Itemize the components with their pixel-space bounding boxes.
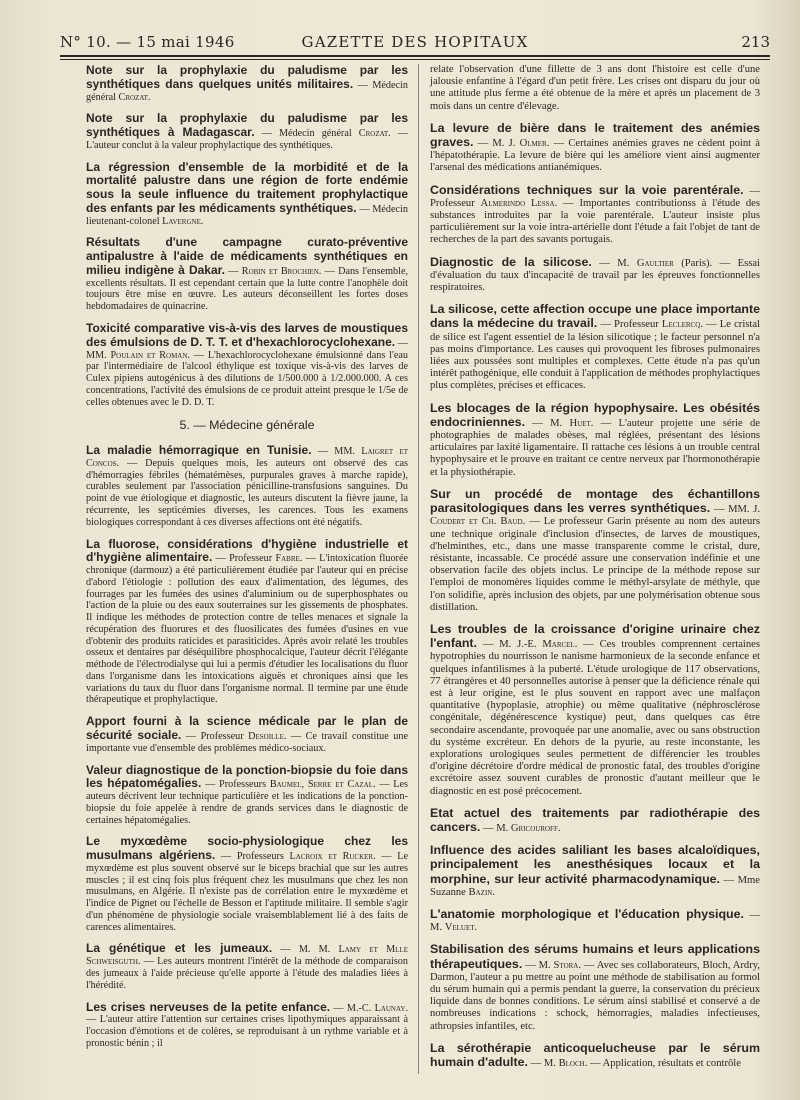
- article-body: . — Depuis quelques mois, les auteurs ont observé des cas d'hémorragies fébriles (hématémèses, purpurales graves à marche rapide), curables seulement par l'association pénicilline-transfusions sanguines. Du point de vue étiologique et diagnostic, les auteurs discutent la fièvre jaune, la récurrente, les septicémies diverses, les carences. Tous les examens biologiques correspondant à ces diverses affections ont été négatifs.: [86, 457, 408, 528]
- article-body: . — Application, résultats et contrôle: [584, 1058, 741, 1070]
- article-author: Laigret et Concos: [86, 446, 409, 469]
- article-title: Les blocages de la région hypophysaire. Les obésités endocriniennes.: [430, 400, 760, 429]
- article-author: Gricouroff: [510, 822, 558, 834]
- article-abstract: [430, 488, 760, 614]
- author-prefix: — Mme Suzanne: [430, 874, 760, 898]
- author-prefix: — M.: [591, 257, 637, 269]
- article-body: . — Les auteurs montrent l'intérêt de la méthode de comparaison des jumeaux à l'aide précieuse qu'elle apporte à l'étude des maladies liées à l'hérédité.: [86, 956, 408, 991]
- article-abstract: [86, 444, 408, 528]
- article-author: Almerindo Lessa: [480, 197, 555, 209]
- article-body: . — Ces troubles comprennent certaines hypotrophies du nourrisson le nanisme harmonieux de la seconde enfance et quelques infantilismes à la puberté. L'étude urologique de 117 observations, 77 étrangères et 40 personnelles autorise à penser que la déficience rénale qui est à leur origine, est le plus souvent en rapport avec une malfaçon quantitative (hypoplasie, atrophie) ou même qualitative (néphrosclérose congénitale, dégénérescence kystique) peut, dans quelques cas être secondaire ascendante, provoquée par une anomalie, avec ou sans obstruction du système excréteur. En dehors de la pyurie, au reste inconstante, les explorations urologiques seules permettent de différencier les troubles d'origine décrétoire d'ordre médical de pronostic fatal, des troubles d'origine excrétoire assez souvent curables de pronostic d'autant meilleur que le diagnostic en est posé précocement.: [430, 639, 760, 797]
- article-abstract: [86, 764, 408, 827]
- author-prefix: — MM. J.: [710, 504, 760, 516]
- column-divider: [418, 64, 419, 1074]
- left-column: [86, 64, 408, 1084]
- article-title: Diagnostic de la silicose.: [430, 254, 592, 269]
- article-author: Leclercq: [661, 319, 701, 331]
- article-title: La génétique et les jumeaux.: [86, 941, 273, 956]
- article-author: Crozat: [358, 128, 389, 140]
- author-prefix: — Professeur: [430, 185, 761, 209]
- article-author: Desoille: [248, 730, 284, 742]
- header-rule: [60, 55, 770, 57]
- article-abstract: [430, 122, 760, 175]
- article-abstract: [86, 322, 408, 408]
- author-prefix: — M. M.: [272, 944, 339, 956]
- article-body: relate l'observation d'une fillette de 3 ans dont l'histoire est celle d'une jalousie enfantine à l'égard d'un petit frère. Les crises ont disparu du jour où une attitude plus ferme a été obtenue de la mère et après un placement de 3 mois dans un centre d'élevage.: [430, 64, 760, 112]
- author-prefix: — M.: [480, 822, 511, 834]
- article-title: Stabilisation des sérums humains et leurs applications thérapeutiques.: [430, 942, 760, 971]
- author-prefix: —: [224, 265, 242, 277]
- article-author: Robin et Brochien: [241, 265, 319, 277]
- article-body: .: [557, 822, 561, 834]
- article-abstract: [430, 184, 760, 247]
- article-author: Huet: [569, 417, 591, 429]
- article-title: Influence des acides saliliant les bases alcaloïdiques, principalement les anesthésiques locaux et la morphine, sur leur activité pharmacodynamique.: [430, 843, 760, 886]
- article-body: .: [474, 922, 478, 934]
- article-author: Veluet: [444, 922, 475, 934]
- article-title: Toxicité comparative vis-à-vis des larves de moustiques des émulsions de D. T. T. et d'hexachlorocyclohexane.: [86, 321, 408, 349]
- author-prefix: — Professeurs: [201, 779, 270, 791]
- author-prefix: — Professeur: [181, 730, 249, 742]
- article-abstract: [430, 908, 760, 934]
- right-column: [430, 64, 760, 1084]
- article-body: . — Le cristal de silice est l'agent essentiel de la lésion silicotique ; le facteur personnel n'a pas moins d'importance. Les causes qui provoquent les fibroses pulmonaires liées aux poussées sont multiples et complexes. Cette étude n'a pas qu'un intérêt pathogénique, elle conduit à l'application de méthodes prophylactiques plus complètes, précises et efficaces.: [430, 319, 760, 392]
- article-body: . — L'auteur conclut à la valeur prophylactique des synthétiques.: [86, 128, 409, 151]
- article-abstract: [430, 807, 760, 835]
- article-author: Bloch: [558, 1058, 585, 1070]
- left-articles: [86, 64, 408, 408]
- article-title: Apport fourni à la science médicale par le plan de sécurité sociale.: [86, 714, 408, 742]
- article-title: Considérations techniques sur la voie parentérale.: [430, 182, 744, 197]
- page-number: 213: [741, 33, 770, 51]
- article-abstract: [86, 236, 408, 313]
- article-title: La levure de bière dans le traitement des anémies graves.: [430, 120, 760, 150]
- article-title: Etat actuel des traitements par radiothérapie des cancers.: [430, 805, 760, 834]
- author-prefix: — Médecin général: [86, 79, 408, 103]
- article-abstract: [430, 402, 760, 479]
- article-abstract: [86, 538, 408, 707]
- article-body: . — Les auteurs décrivent leur technique particulière et les indications de la ponction-biopsie du foie appelée à rendre de grands services dans le diagnostic de certaines hépatomégalies.: [86, 779, 409, 826]
- article-body: . — L'auteur projette une série de photographies de malades obèses, mal réglées, présentant des lésions articulaires par laxité ligamentaire. Il rattache ces lésions à un trouble central hypophysaire et le prouve en traitant ce centre nerveux par l'hormonothérapie et la physiothérapie.: [430, 417, 760, 478]
- header-rule-thin: [60, 59, 770, 60]
- article-title: Les crises nerveuses de la petite enfance.: [86, 999, 331, 1014]
- author-prefix: — Professeurs: [215, 851, 290, 863]
- article-body: . — Le myxœdème est plus souvent observé sur le biceps brachial que sur les autres muscles ; il est cinq fois plus fréquent chez les musulmans que chez les non musulmans, en Algérie. Il n'existe pas de corrélation entre le myxœdème et l'indice de Pignet ou l'échelle de Besson et l'aptitude militaire. Il semble s'agir d'un phénomène de physiologie sociale vraisemblablement lié à des faits de carences alimentaires.: [86, 851, 409, 933]
- article-body: (Paris). — Essai d'évaluation du taux d'incapacité de travail par les épreuves fonctionnelles respiratoires.: [430, 257, 760, 294]
- article-author: Gaultier: [636, 257, 674, 269]
- article-abstract: [430, 943, 760, 1032]
- author-prefix: — MM.: [311, 446, 362, 458]
- page-header: [60, 30, 770, 54]
- article-abstract: [86, 112, 408, 151]
- author-prefix: — Médecin général: [254, 128, 359, 140]
- author-prefix: — M. J.-E.: [477, 639, 543, 651]
- article-abstract: [86, 942, 408, 991]
- article-abstract: [430, 303, 760, 392]
- article-author: Olmer: [519, 138, 547, 150]
- article-author: Bazin: [468, 886, 493, 898]
- article-abstract: [430, 844, 760, 899]
- article-title: Le myxœdème socio-physiologique chez les musulmans algériens.: [86, 834, 408, 863]
- article-abstract: [86, 161, 408, 228]
- article-body: .: [200, 215, 204, 227]
- article-title: La maladie hémorragique en Tunisie.: [86, 443, 312, 458]
- article-body: . — Dans l'ensemble, excellents résultats. Il est cependant certain que la lutte contre l'anophèle doit toujours être mise en œuvre. Les auteurs déconseillent les fortes doses hebdomadaires de quinacrine.: [86, 265, 409, 313]
- article-title: La fluorose, considérations d'hygiène industrielle et d'hygiène alimentaire.: [86, 536, 408, 565]
- article-title: La silicose, cette affection occupe une place importante dans la médecine du travail.: [430, 302, 760, 331]
- author-prefix: — Professeur: [597, 319, 662, 331]
- article-title: Résultats d'une campagne curato-préventive antipalustre à l'aide de médicaments synthétiques en milieu indigène à Dakar.: [86, 235, 408, 277]
- article-title: Note sur la prophylaxie du paludisme par les synthétiques dans quelques unités militaires.: [86, 63, 408, 91]
- article-abstract: [86, 1001, 408, 1050]
- article-author: Stora: [553, 959, 579, 971]
- article-author: Lavergne: [162, 215, 201, 227]
- article-author: Fabre: [275, 553, 300, 565]
- article-title: Valeur diagnostique de la ponction-biopsie du foie dans les hépatomégalies.: [86, 762, 408, 791]
- author-prefix: — Médecin lieutenant-colonel: [86, 203, 408, 227]
- article-abstract: [430, 256, 760, 295]
- article-body: .: [492, 886, 495, 898]
- article-title: Les troubles de la croissance d'origine urinaire chez l'enfant.: [430, 621, 760, 651]
- author-prefix: — M.-C.: [330, 1002, 375, 1014]
- article-body: . — Avec ses collaborateurs, Bloch, Ardry, Darmon, l'auteur a pu mettre au point une méthode de stabilisation au formol du sérum humain qui a permis pendant la guerre, la conservation du précieux liquide dans de bonnes conditions. Le sérum ainsi stabilisé et conservé a de nombreuses indications : schock, hémorragies, maladies infectieuses, athropsies infantiles, etc.: [430, 959, 761, 1032]
- article-body: . — L'intoxication fluorée chronique (darmouz) a été particulièrement étudiée par l'auteur qui en précise d'abord l'étiologie : pollution des eaux d'alimentation, des légumes, des fourrages par les fumées des usines d'aluminium ou de superphosphates ou l'action de la pluie ou des eaux souterraines sur les gissements de phosphates. Il indique les méthodes de protection contre de telles menaces et signale la récupération des fluorures et des fluosilicates des fumées d'usines en vue d'obtenir des produits raticides et parasiticides. Après avoir relaté les troubles osseux et dentaires par déséquilibre phosphocalcique, l'auteur décrit l'élégante méthode de l'électrodialyse qui lui a permis d'étudier les localisations du fluor dans l'organisme dans les intoxications aiguës et chroniques ainsi que les variations du taux du fluor dans l'organisme normal. Il termine par une étude thérapeutique et prophylactique.: [86, 553, 408, 706]
- author-prefix: — M.: [525, 417, 570, 429]
- article-body: . — L'hexachlorocyclohexane émulsionné dans l'eau par l'intermédiaire de l'alcool éthylique est toxique vis-à-vis des larves de Culex pipiens autogénicus à des dilutions de 1/500.000 à 1/2.000.000. A ces concentrations, l'activité des émulsions de ce produit atteint presque le 1/5e de celles obtenues avec le D. D. T.: [86, 349, 408, 408]
- issue-info: N° 10. — 15 mai 1946: [60, 33, 235, 51]
- article-abstract: [86, 715, 408, 754]
- article-abstract: [430, 64, 760, 113]
- article-author: Coudert et Ch. Baud: [430, 516, 523, 528]
- author-prefix: — Professeur: [212, 553, 276, 565]
- article-body: . — Certaines anémies graves ne cèdent point à l'hépatothérapie. La levure de bière qui les améliore vient ainsi augmenter l'arsenal des médications antianémiques.: [430, 138, 761, 174]
- article-abstract: [86, 64, 408, 103]
- article-author: Baumel, Serre et Cazal: [269, 779, 373, 791]
- article-title: Note sur la prophylaxie du paludisme par les synthétiques à Madagascar.: [86, 111, 408, 140]
- article-author: Lacroix et Rucker: [289, 851, 374, 863]
- author-prefix: — MM.: [86, 337, 408, 361]
- article-author: Launay: [374, 1002, 406, 1014]
- article-body: .: [147, 91, 151, 103]
- section-heading: 5. — Médecine générale: [179, 418, 315, 433]
- article-author: Poulain et Roman: [110, 349, 188, 361]
- article-title: La sérothérapie anticoquelucheuse par le sérum humain d'adulte.: [430, 1040, 760, 1070]
- author-prefix: — M.: [527, 1058, 559, 1070]
- author-prefix: — M. J.: [473, 138, 520, 150]
- author-prefix: — M.: [430, 909, 760, 934]
- article-author: Marcel: [542, 639, 575, 651]
- article-title: Sur un procédé de montage des échantillons parasitologiques dans les verres synthétiques.: [430, 486, 760, 516]
- article-abstract: [86, 835, 408, 933]
- article-body: . — Ce travail constitue une importante vue d'ensemble des problèmes médico-sociaux.: [86, 730, 408, 754]
- author-prefix: — M.: [522, 959, 554, 971]
- article-abstract: [430, 623, 760, 798]
- article-body: . — Importantes contributionss à l'étude des substances introduites par la voie parentérale. L'auteur insiste plus particulièrement sur la voie intra-artérielle dont l'étude a fait l'objet de tant de recherches de la part des savants portugais.: [430, 197, 760, 246]
- journal-title: GAZETTE DES HOPITAUX: [301, 33, 529, 51]
- article-author: Crozat: [118, 91, 148, 103]
- article-title: L'anatomie morphologique et l'éducation physique.: [430, 906, 744, 921]
- left-articles-general-medicine: [86, 444, 408, 1049]
- article-body: . — L'auteur attire l'attention sur certaines crises lipothymiques apparaissant à l'occasion d'émotions et de colères, se reproduisant à un rythme variable et à pronostic bénin ; il: [86, 1002, 408, 1049]
- article-title: La régression d'ensemble de la morbidité et de la mortalité palustre dans une région de forte endémie sous la seule influence du traitement prophylactique des enfants par les médicaments synthétiques.: [86, 159, 408, 215]
- right-articles: [430, 64, 760, 1070]
- article-author: Lamy et Mlle Schweisguth: [86, 944, 408, 968]
- article-body: . — Le professeur Garin présente au nom des auteurs une technique originale d'inclusion d'insectes, de larves de moustiques, d'helminthes, etc., dans une masse transparente comme le cristal, dure, résistante, incassable. Ce procédé assure une conservation indéfinie et une observation facile des objets inclus. Le principe de la méthode repose sur l'emploi de monomères liquides comme le méthyl-arsylate de méthyle, que l'on solidifie, après inclusion des objets, par une polymérisation obtenue sous distillation.: [430, 516, 760, 613]
- article-abstract: [430, 1042, 760, 1070]
